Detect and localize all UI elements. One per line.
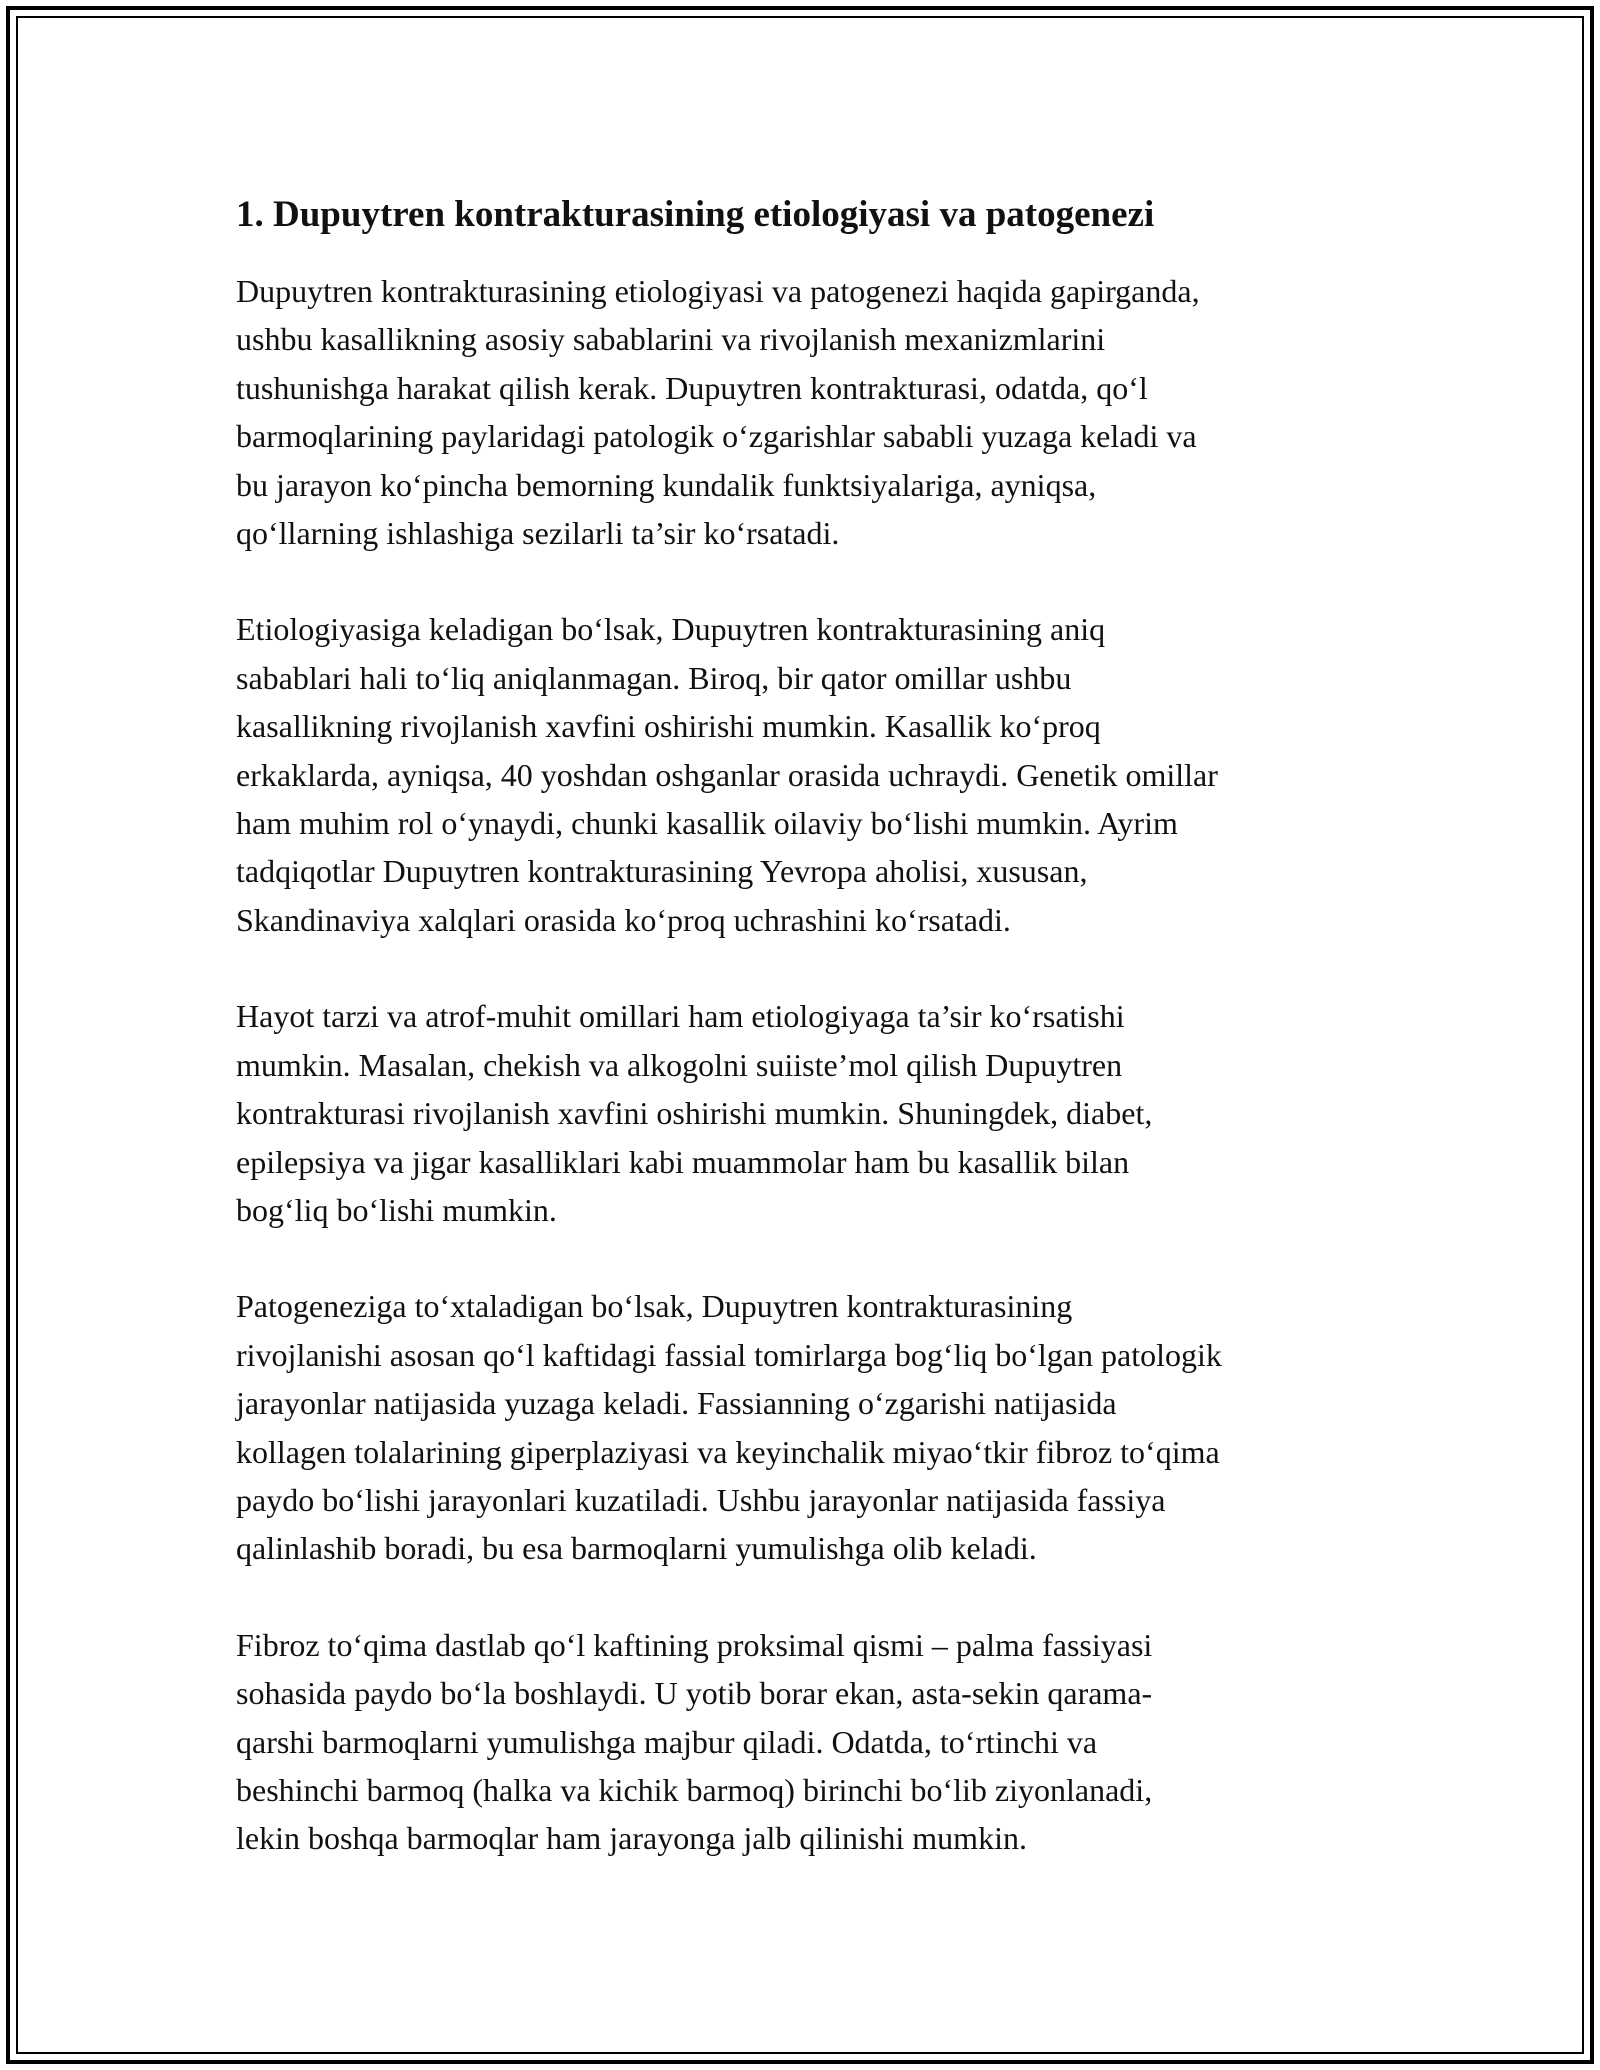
text-line: mumkin. Masalan, chekish va alkogolni suiiste’mol qilish Dupuytren: [236, 1046, 1123, 1083]
text-line: tadqiqotlar Dupuytren kontrakturasining Yevropa aholisi, xususan,: [236, 853, 1088, 890]
text-line: lekin boshqa barmoqlar ham jarayonga jalb qilinishi mumkin.: [236, 1820, 1027, 1857]
text-line: kasallikning rivojlanish xavfini oshirishi mumkin. Kasallik ko‘proq: [236, 708, 1101, 745]
text-line: barmoqlarining paylaridagi patologik o‘zgarishlar sababli yuzaga keladi va: [236, 418, 1197, 455]
paragraph-lifestyle: [236, 992, 1376, 1234]
paragraph-intro: [236, 267, 1376, 557]
text-line: qalinlashib boradi, bu esa barmoqlarni yumulishga olib keladi.: [236, 1530, 1037, 1567]
text-line: jarayonlar natijasida yuzaga keladi. Fassianning o‘zgarishi natijasida: [236, 1385, 1117, 1422]
text-line: sohasida paydo bo‘la boshlaydi. U yotib borar ekan, asta-sekin qarama-: [236, 1675, 1153, 1712]
text-line: qo‘llarning ishlashiga sezilarli ta’sir ko‘rsatadi.: [236, 515, 840, 552]
text-line: bog‘liq bo‘lishi mumkin.: [236, 1191, 557, 1228]
text-line: ham muhim rol o‘ynaydi, chunki kasallik oilaviy bo‘lishi mumkin. Ayrim: [236, 805, 1178, 842]
text-line: paydo bo‘lishi jarayonlari kuzatiladi. Ushbu jarayonlar natijasida fassiya: [236, 1481, 1166, 1518]
text-line: erkaklarda, ayniqsa, 40 yoshdan oshganlar orasida uchraydi. Genetik omillar: [236, 756, 1218, 793]
text-line: bu jarayon ko‘pincha bemorning kundalik funktsiyalariga, ayniqsa,: [236, 466, 1097, 503]
document-body: [236, 185, 1376, 1911]
text-line: qarshi barmoqlarni yumulishga majbur qiladi. Odatda, to‘rtinchi va: [236, 1723, 1098, 1760]
text-line: Skandinaviya xalqlari orasida ko‘proq uchrashini ko‘rsatadi.: [236, 901, 1011, 938]
section-heading: 1. Dupuytren kontrakturasining etiologiyasi va patogenezi: [236, 194, 1155, 235]
text-line: Patogeneziga to‘xtaladigan bo‘lsak, Dupuytren kontrakturasining: [236, 1288, 1073, 1325]
text-line: kontrakturasi rivojlanish xavfini oshirishi mumkin. Shuningdek, diabet,: [236, 1095, 1153, 1132]
paragraph-fibrosis: [236, 1621, 1376, 1863]
text-line: sabablari hali to‘liq aniqlanmagan. Biroq, bir qator omillar ushbu: [236, 659, 1072, 696]
text-line: tushunishga harakat qilish kerak. Dupuytren kontrakturasi, odatda, qo‘l: [236, 369, 1148, 406]
text-line: beshinchi barmoq (halka va kichik barmoq) birinchi bo‘lib ziyonlanadi,: [236, 1771, 1153, 1808]
text-line: Fibroz to‘qima dastlab qo‘l kaftining proksimal qismi – palma fassiyasi: [236, 1626, 1153, 1663]
text-line: epilepsiya va jigar kasalliklari kabi muammolar ham bu kasallik bilan: [236, 1143, 1130, 1180]
text-line: kollagen tolalarining giperplaziyasi va keyinchalik miyao‘tkir fibroz to‘qima: [236, 1433, 1220, 1470]
paragraph-pathogenesis: [236, 1282, 1376, 1572]
text-line: rivojlanishi asosan qo‘l kaftidagi fassial tomirlarga bog‘liq bo‘lgan patologik: [236, 1336, 1222, 1373]
text-line: Dupuytren kontrakturasining etiologiyasi va patogenezi haqida gapirganda,: [236, 273, 1200, 309]
text-line: ushbu kasallikning asosiy sabablarini va rivojlanish mexanizmlarini: [236, 321, 1106, 358]
paragraph-etiology: [236, 605, 1376, 944]
text-line: Hayot tarzi va atrof-muhit omillari ham etiologiyaga ta’sir ko‘rsatishi: [236, 998, 1125, 1035]
text-line: Etiologiyasiga keladigan bo‘lsak, Dupuytren kontrakturasining aniq: [236, 611, 1106, 648]
